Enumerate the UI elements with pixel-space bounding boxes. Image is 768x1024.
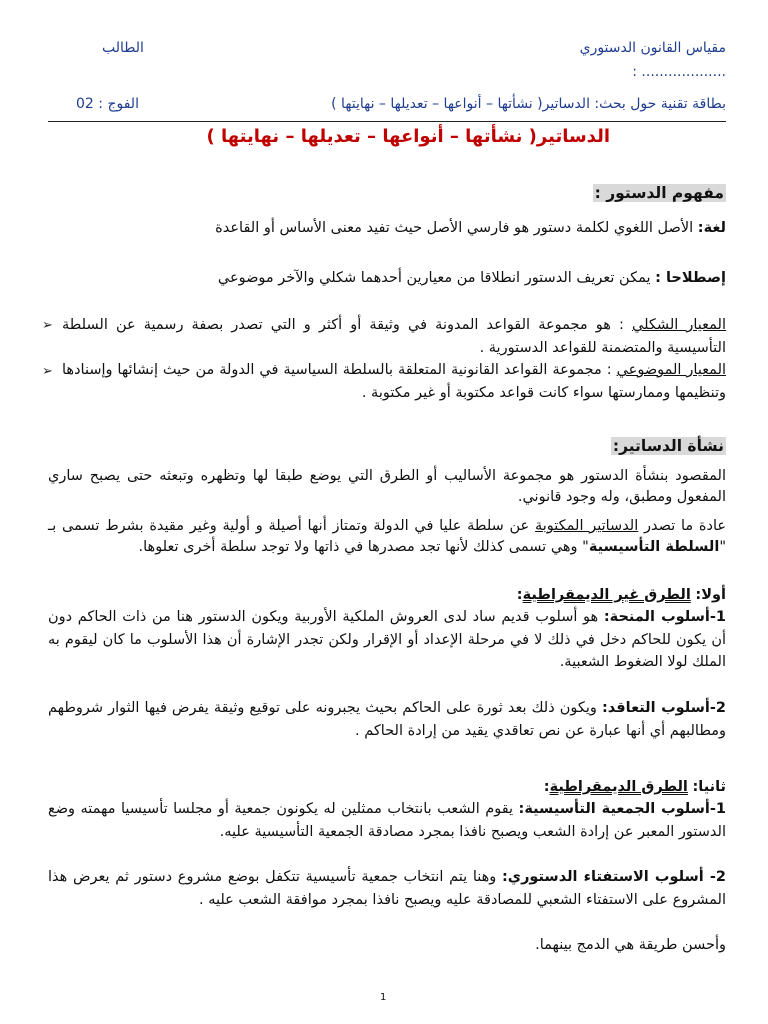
student-label: الطالب (102, 40, 144, 56)
second-num: ثانيا: (692, 779, 726, 795)
lang-text: الأصل اللغوي لكلمة دستور هو فارسي الأصل حيث تفيد معنى الأساس أو القاعدة (215, 220, 694, 236)
heading-text: مفهوم الدستور : (594, 184, 724, 202)
term-label: إصطلاحا : (655, 270, 726, 286)
arrow-bullet-icon: ➢ (42, 364, 53, 379)
first-num: أولا: (695, 587, 726, 603)
objective-criterion (62, 359, 726, 404)
closing-line: وأحسن طريقة هي الدمج بينهما. (535, 937, 726, 953)
p2-underlined: الدساتير المكتوبة (534, 518, 639, 534)
formal-text: : هو مجموعة القواعد المدونة في وثيقة أو أكثر و التي تصدر بصفة رسمية عن السلطة التأسيسية والمتضمنة للقواعد الدستورية . (62, 317, 726, 356)
referendum-method (48, 866, 726, 911)
grant-method (48, 606, 726, 674)
section-concept-heading (593, 183, 726, 202)
assembly-method (48, 798, 726, 843)
contract-method (48, 697, 726, 742)
p2-part-c: " وهي تسمى كذلك لأنها تجد مصدرها في ذاتها ولا توجد سلطة أخرى تعلوها. (138, 538, 589, 555)
non-democratic-heading (48, 584, 726, 607)
formal-label: المعيار الشكلي (632, 317, 727, 333)
module-title: مقياس القانون الدستوري (579, 40, 726, 56)
p2-part-b: عن سلطة عليا في الدولة وتمتاز أنها أصيلة و أولية وغير مقيدة بشرط تسمى بـ " (48, 518, 726, 555)
first-colon: : (516, 587, 523, 603)
contract-label: 2-أسلوب التعاقد: (601, 700, 726, 716)
objective-text: : مجموعة القواعد القانونية المتعلقة بالسلطة السياسية في الدولة من حيث إنشائها وإسنادها وتنظيمها وممارستها سواء كانت قواعد مكتوبة أو غير مكتوبة . (62, 362, 726, 401)
p2-part-a: عادة ما تصدر (644, 518, 727, 534)
heading-text: نشأة الدساتير: (612, 437, 724, 455)
card-line: بطاقة تقنية حول بحث: الدساتير( نشأتها – أنواعها – تعديلها – نهايتها ) (331, 96, 726, 112)
written-constitutions-paragraph (48, 516, 726, 557)
origin-intro: المقصود بنشأة الدستور هو مجموعة الأساليب أو الطرق التي يوضع طبقا لها وتظهره وتبعثه حتى يصبح ساري المفعول ومطبق، وله وجود قانوني. (48, 468, 726, 505)
page-number: 1 (380, 992, 387, 1003)
group-label: الفوج : 02 (76, 96, 139, 112)
assembly-label: 1-أسلوب الجمعية التأسيسية: (518, 801, 726, 817)
grant-label: 1-أسلوب المنحة: (603, 609, 726, 625)
second-title: الطرق الديمقراطية (549, 779, 688, 795)
grant-text: هو أسلوب قديم ساد لدى العروش الملكية الأوربية ويكون الدستور هنا من ذات الحاكم دون أن يكون للحاكم دخل في ذلك لا في مرحلة الإعداد أو الإقرار ولكن تجدر الإشارة أن هذا الأسلوب ما كان ليقوم به الملك لولا الضغوط الشعبية. (48, 609, 726, 670)
objective-label: المعيار الموضوعي (616, 362, 727, 378)
section-origin-heading (611, 436, 726, 455)
header-divider (48, 121, 726, 122)
contract-text: ويكون ذلك بعد ثورة على الحاكم بحيث يجبرونه على توقيع وثيقة يفرض فيها الثوار شروطهم ومطالبهم أي أنها عبارة عن نص تعاقدي يقيد من إرادة الحاكم . (48, 700, 726, 739)
term-definition (48, 267, 726, 290)
document-title: الدساتير( نشأتها – أنواعها – تعديلها – نهايتها ) (206, 126, 610, 147)
term-text: يمكن تعريف الدستور انطلاقا من معيارين أحدهما شكلي والآخر موضوعي (217, 270, 651, 286)
p2-bold: السلطة التأسيسية (588, 538, 720, 555)
lang-label: لغة: (697, 220, 726, 236)
referendum-label: 2- أسلوب الاستفتاء الدستوري: (501, 869, 726, 885)
arrow-bullet-icon: ➢ (42, 318, 53, 333)
assembly-text: يقوم الشعب بانتخاب ممثلين له يكونون جمعية أو مجلسا تأسيسيا مهمته وضع الدستور المعبر عن إرادة الشعب ويصبح نافذا بمجرد مصادقة الجمعية التأسيسية عليه. (48, 801, 726, 840)
formal-criterion (62, 314, 726, 359)
democratic-heading (48, 776, 726, 799)
lang-definition (48, 217, 726, 240)
referendum-text: وهنا يتم انتخاب جمعية تأسيسية تتكفل بوضع مشروع دستور ثم يعرض هذا المشروع على الاستفتاء الشعبي للمصادقة عليه ويصبح نافذا بمجرد موافقة الشعب عليه . (48, 869, 726, 908)
student-name-dots: ................... : (632, 64, 726, 80)
first-title: الطرق غير الديمقراطية (522, 587, 691, 603)
second-colon: : (543, 779, 550, 795)
